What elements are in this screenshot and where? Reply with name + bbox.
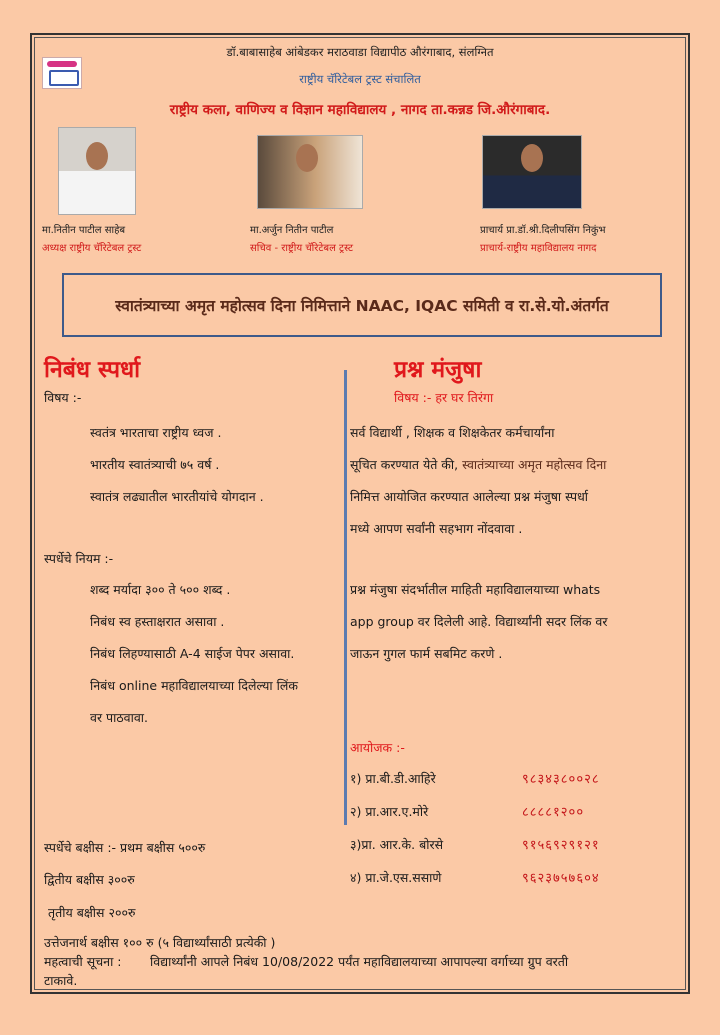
person-caption-1: मा.नितीन पाटील साहेब अध्यक्ष राष्ट्रीय चॅरिटेबल ट्रस्ट	[42, 225, 142, 254]
prize-second: द्वितीय बक्षीस ३००रु	[44, 872, 135, 887]
prize-first: स्पर्धेचे बक्षीस :- प्रथम बक्षीस ५००रु	[44, 840, 206, 855]
organizer-4-name: ४) प्रा.जे.एस.ससाणे	[350, 870, 442, 885]
event-banner: स्वातंत्र्याच्या अमृत महोत्सव दिना निमित्ताने NAAC, IQAC समिती व रा.से.यो.अंतर्गत	[62, 273, 662, 337]
quiz-para1-line3: निमित्त आयोजित करण्यात आलेल्या प्रश्न मंजुषा स्पर्धा	[350, 489, 589, 504]
column-divider	[344, 370, 347, 825]
essay-subject-3: स्वातंत्र लढ्यातील भारतीयांचे योगदान .	[90, 489, 264, 504]
rules-label: स्पर्धेचे नियम :-	[44, 551, 114, 566]
rule-3: निबंध लिहण्यासाठी A-4 साईज पेपर असावा.	[90, 646, 295, 661]
person-caption-3: प्राचार्य प्रा.डॉ.श्री.दिलीपसिंग निकुंभ प्राचार्य-राष्ट्रीय महाविद्यालय नागद	[480, 225, 606, 254]
quiz-subject: विषय :- हर घर तिरंगा	[394, 390, 494, 405]
organizer-3-name: ३)प्रा. आर.के. बोरसे	[350, 837, 444, 852]
president-photo	[58, 127, 136, 215]
notice-text: विद्यार्थ्यांनी आपले निबंध 10/08/2022 पर्यंत महाविद्यालयाच्या आपापल्या वर्गाच्या ग्रुप वरती	[150, 954, 569, 969]
prize-consolation: उत्तेजनार्थ बक्षीस १०० रु (५ विद्यार्थ्यांसाठी प्रत्येकी )	[44, 935, 276, 950]
college-name: राष्ट्रीय कला, वाणिज्य व विज्ञान महाविद्यालय , नागद ता.कन्नड जि.औरंगाबाद.	[169, 102, 551, 118]
essay-subject-label: विषय :-	[44, 390, 82, 405]
rule-4: निबंध online महाविद्यालयाच्या दिलेल्या लिंक	[90, 678, 298, 693]
poster-page	[30, 33, 690, 994]
organizer-4-phone: ९६२३७५७६०४	[522, 871, 600, 886]
quiz-para1-line4: मध्ये आपण सर्वांनी सहभाग नोंदवावा .	[350, 521, 523, 536]
essay-title: निबंध स्पर्धा	[44, 357, 141, 383]
quiz-para2-line3: जाऊन गुगल फार्म सबमिट करणे .	[350, 646, 503, 661]
quiz-para2-line1: प्रश्न मंजुषा संदर्भातील माहिती महाविद्यालयाच्या whats	[350, 582, 601, 597]
rule-2: निबंध स्व हस्ताक्षरात असावा .	[90, 614, 225, 629]
essay-subject-1: स्वतंत्र भारताचा राष्ट्रीय ध्वज .	[90, 425, 222, 440]
organizer-1-name: १) प्रा.बी.डी.आहिरे	[350, 771, 436, 786]
organizer-3-phone: ९१५६९२९१२१	[522, 838, 600, 853]
person-caption-2: मा.अर्जुन नितीन पाटील सचिव - राष्ट्रीय चॅरिटेबल ट्रस्ट	[250, 225, 354, 254]
rule-5: वर पाठवावा.	[90, 710, 148, 725]
rule-1: शब्द मर्यादा ३०० ते ५०० शब्द .	[90, 582, 231, 597]
quiz-para2-line2: app group वर दिलेली आहे. विद्यार्थ्यांनी सदर लिंक वर	[350, 614, 608, 629]
secretary-photo	[257, 135, 363, 209]
notice-label: महत्वाची सूचना :	[44, 954, 122, 969]
organizer-1-phone: ९८३४३८००२८	[522, 772, 600, 787]
quiz-title: प्रश्न मंजुषा	[394, 357, 482, 383]
essay-subject-2: भारतीय स्वातंत्र्याची ७५ वर्ष .	[90, 457, 220, 472]
quiz-para1-line1: सर्व विद्यार्थी , शिक्षक व शिक्षकेतर कर्मचार्यांना	[350, 425, 555, 440]
principal-photo	[482, 135, 582, 209]
quiz-para1-line2: सूचित करण्यात येते की, स्वातंत्र्याच्या अमृत महोत्सव दिना	[350, 457, 607, 472]
organizer-2-phone: ८८८८१२००	[522, 805, 585, 820]
notice-text-end: टाकावे.	[44, 973, 78, 988]
organizer-2-name: २) प्रा.आर.ए.मोरे	[350, 804, 429, 819]
university-affiliation: डॉ.बाबासाहेब आंबेडकर मराठवाडा विद्यापीठ औरंगाबाद, संलग्नित	[226, 45, 494, 59]
organizers-label: आयोजक :-	[350, 740, 405, 755]
trust-line: राष्ट्रीय चॅरिटेबल ट्रस्ट संचालित	[299, 72, 421, 86]
prize-third: तृतीय बक्षीस २००रु	[48, 905, 136, 920]
